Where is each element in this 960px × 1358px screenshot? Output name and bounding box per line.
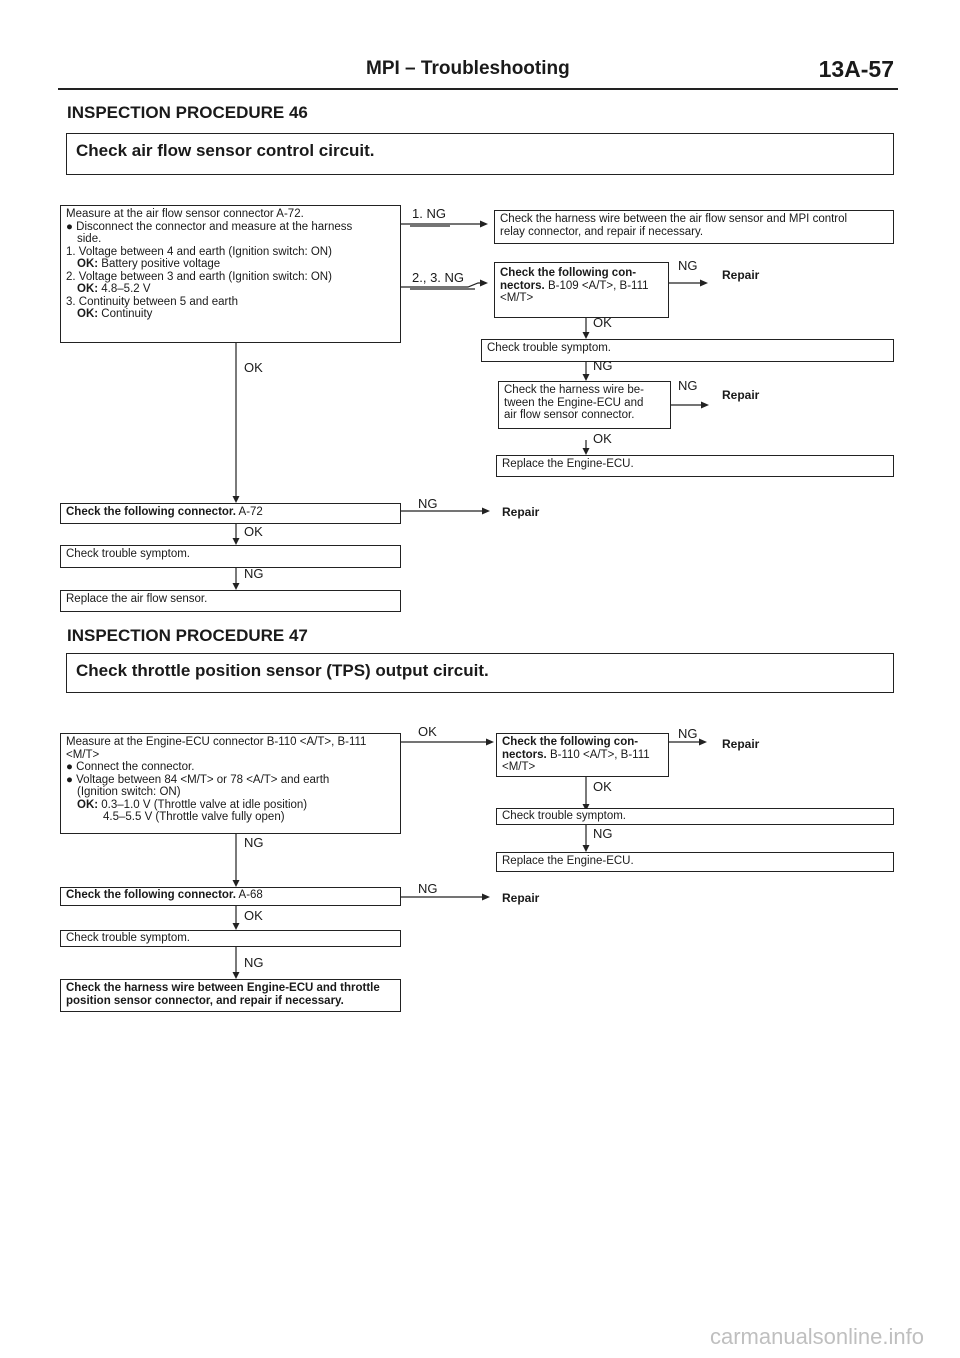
ok-label: OK: xyxy=(77,798,99,811)
measure-line: (Ignition switch: ON) xyxy=(77,786,181,798)
box-line: tween the Engine-ECU and xyxy=(504,396,644,409)
p46-replace-afs-box xyxy=(60,590,401,612)
box-line: <M/T> xyxy=(502,761,536,773)
ng-label: NG xyxy=(678,378,698,393)
ok-label: OK: xyxy=(77,308,99,320)
box-line: Check the following con- xyxy=(502,736,639,748)
p46-connectors-box xyxy=(494,262,669,318)
repair-label: Repair xyxy=(722,268,760,282)
ok-label: OK: xyxy=(77,258,99,270)
box-line: Check trouble symptom. xyxy=(66,932,190,944)
p47-trouble-box xyxy=(496,808,894,825)
box-line: A-68 xyxy=(235,889,263,901)
ng-label: NG xyxy=(678,726,698,741)
measure-line: Measure at the air flow sensor connector A-72. xyxy=(66,208,304,220)
box-line: Check the harness wire between Engine-ECU and throttle xyxy=(66,982,380,994)
measure-line: ● Voltage between 84 <M/T> or 78 <A/T> and earth xyxy=(66,773,330,786)
ok-label: OK xyxy=(418,724,437,739)
box-line: Replace the Engine-ECU. xyxy=(502,855,634,867)
procedure-46-banner-text: Check air flow sensor control circuit. xyxy=(76,141,375,160)
measure-line: 3. Continuity between 5 and earth xyxy=(66,295,238,308)
repair-label: Repair xyxy=(502,505,540,519)
ng-label: NG xyxy=(418,496,438,511)
ok-label: OK xyxy=(244,360,263,375)
ng-label: NG xyxy=(244,835,264,850)
box-line: Replace the air flow sensor. xyxy=(66,593,208,605)
p47-connectors-box xyxy=(496,733,669,777)
repair-label: Repair xyxy=(722,388,760,402)
ng-label: NG xyxy=(593,826,613,841)
measure-line: Measure at the Engine-ECU connector B-110 <A/T>, B-111 xyxy=(66,736,367,748)
p47-trouble2-box xyxy=(60,930,401,947)
measure-line: Battery positive voltage xyxy=(98,258,221,270)
page-number: 13A-57 xyxy=(818,56,894,82)
ok-label: OK xyxy=(244,524,263,539)
procedure-47-heading: INSPECTION PROCEDURE 47 xyxy=(67,626,308,645)
measure-line: ● Disconnect the connector and measure at the harness xyxy=(66,220,353,233)
box-line: Check the harness wire between the air flow sensor and MPI control xyxy=(500,213,848,225)
measure-line: 4.8–5.2 V xyxy=(98,283,151,295)
ng-label: 2., 3. NG xyxy=(412,270,465,285)
measure-line: ● Connect the connector. xyxy=(66,761,195,773)
box-line: nectors. xyxy=(500,279,545,292)
box-line: relay connector, and repair if necessary. xyxy=(500,225,704,238)
p47-replace-ecu-box xyxy=(496,852,894,872)
box-line: Check trouble symptom. xyxy=(487,342,611,354)
watermark-text: carmanualsonline.info xyxy=(709,1324,924,1349)
ng-label: NG xyxy=(244,566,264,581)
ok-label: OK xyxy=(593,779,612,794)
box-line: Check the harness wire be- xyxy=(504,384,644,396)
box-line: Check trouble symptom. xyxy=(66,548,190,560)
box-line: A-72 xyxy=(235,506,263,518)
p46-replace-ecu-box xyxy=(496,455,894,477)
repair-label: Repair xyxy=(502,891,540,905)
measure-line: <M/T> xyxy=(66,748,100,761)
header-title: MPI – Troubleshooting xyxy=(366,58,570,79)
measure-line: side. xyxy=(77,233,102,245)
p46-connector-a72-box xyxy=(60,503,401,524)
p46-measure-box xyxy=(60,205,401,343)
measure-line: 1. Voltage between 4 and earth (Ignition switch: ON) xyxy=(66,245,332,258)
measure-line: 0.3–1.0 V (Throttle valve at idle position) xyxy=(98,798,308,811)
box-line: B-109 <A/T>, B-111 xyxy=(544,279,649,292)
measure-line: Continuity xyxy=(98,308,153,320)
ok-label: OK xyxy=(244,908,263,923)
box-line: B-110 <A/T>, B-111 xyxy=(546,748,650,761)
p47-measure-box xyxy=(60,733,401,834)
ng-label: NG xyxy=(593,358,613,373)
ng-label: NG xyxy=(244,955,264,970)
box-line: Check the following con- xyxy=(500,267,637,279)
procedure-47-banner xyxy=(66,653,894,693)
ok-label: OK xyxy=(593,315,612,330)
ok-label: OK: xyxy=(77,283,99,295)
box-line: Check the following connector. xyxy=(66,889,236,901)
p46-harness-ecu-box xyxy=(498,381,671,429)
ng-label: NG xyxy=(678,258,698,273)
measure-line: 4.5–5.5 V (Throttle valve fully open) xyxy=(103,811,285,823)
box-line: Replace the Engine-ECU. xyxy=(502,458,634,470)
ok-label: OK xyxy=(593,431,612,446)
box-line: Check the following connector. xyxy=(66,506,236,518)
p46-trouble2-box xyxy=(60,545,401,568)
p46-trouble-box xyxy=(481,339,894,362)
p46-harness-relay-box xyxy=(494,210,894,244)
procedure-46-banner xyxy=(66,133,894,175)
box-line: <M/T> xyxy=(500,292,534,304)
box-line: nectors. xyxy=(502,748,547,761)
ng-label: 1. NG xyxy=(412,206,446,221)
repair-label: Repair xyxy=(722,737,760,751)
p47-harness-box xyxy=(60,979,401,1012)
p47-connector-a68-box xyxy=(60,887,401,906)
box-line: air flow sensor connector. xyxy=(504,409,635,421)
measure-line: 2. Voltage between 3 and earth (Ignition switch: ON) xyxy=(66,270,332,283)
ng-label: NG xyxy=(418,881,438,896)
procedure-46-heading: INSPECTION PROCEDURE 46 xyxy=(67,103,308,122)
box-line: Check trouble symptom. xyxy=(502,810,626,822)
box-line: position sensor connector, and repair if necessary. xyxy=(66,994,344,1007)
procedure-47-banner-text: Check throttle position sensor (TPS) output circuit. xyxy=(76,661,489,680)
